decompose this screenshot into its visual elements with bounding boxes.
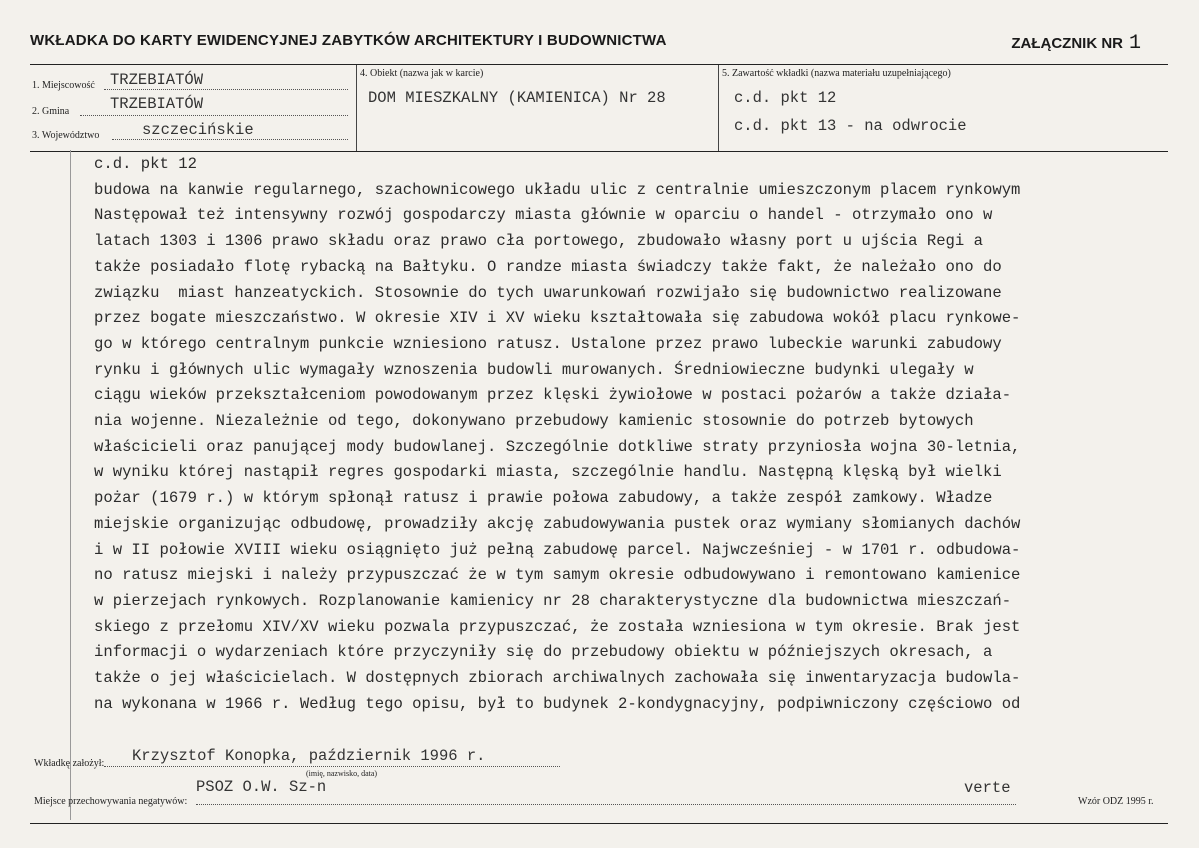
text-line: Następował też intensywny rozwój gospodarczy miasta głównie w oparciu o handel - otrzymało ono w [94,206,993,225]
text-line: pożar (1679 r.) w którym spłonął ratusz i prawie połowa zabudowy, a także zespół zamkowy. Władze [94,489,993,508]
text-line: w wyniku której nastąpił regres gospodarki miasta, szczególnie handlu. Następną klęską był wielki [94,463,1002,482]
dotted-line [104,766,560,767]
bottom-rule [30,823,1168,824]
text-line: informacji o wydarzeniach które przyczyniły się do przebudowy obiektu w późniejszych okresach, a [94,643,993,662]
text-line: właścicieli oraz panującej mody budowlanej. Szczególnie dotkliwe straty przyniosła wojna 30-letnia, [94,437,1021,456]
dotted-line [112,139,348,140]
dotted-line [104,89,348,90]
zawartosc-label: 5. Zawartość wkładki (nazwa materiału uzupełniającego) [722,68,951,79]
text-line: nia wojenne. Niezależnie od tego, dokonywano przebudowy kamienic stosownie do potrzeb bytowych [94,412,974,431]
author-label: Wkładkę założył: [34,758,105,769]
author-caption: (imię, nazwisko, data) [306,769,378,778]
wojewodztwo-value: szczecińskie [142,121,254,139]
document-title: WKŁADKA DO KARTY EWIDENCYJNEJ ZABYTKÓW ARCHITEKTURY I BUDOWNICTWA [30,32,667,49]
text-line: na wykonana w 1966 r. Według tego opisu, był to budynek 2-kondygnacyjny, podpiwniczony częściowo od [94,694,1021,713]
miejscowosc-value: TRZEBIATÓW [110,71,204,89]
body-text [94,152,1144,717]
text-line: także posiadało flotę rybacką na Bałtyku. O randze miasta świadczy także fakt, że należało ono do [94,257,1002,276]
form-id: Wzór ODZ 1995 r. [1078,796,1154,807]
text-line: go w którego centralnym punkcie wzniesiono ratusz. Ustalone przez prawo lubeckie warunki zabudowy [94,334,1002,353]
text-line: i w II połowie XVIII wieku osiągnięto już pełną zabudowę parcel. Najwcześniej - w 1701 r. odbudowa- [94,540,1021,559]
wojewodztwo-label: 3. Województwo [32,130,100,141]
gmina-value: TRZEBIATÓW [110,95,204,113]
text-line: no ratusz miejski i należy przypuszczać że w tym samym okresie odbudowywano i remontowano kamienice [94,566,1021,585]
zawartosc-line-2: c.d. pkt 13 - na odwrocie [734,117,967,135]
divider [356,65,357,151]
zawartosc-line-1: c.d. pkt 12 [734,89,837,107]
text-line: także o jej właścicielach. W dostępnych zbiorach archiwalnych zachowała się inwentaryzacja budowla- [94,669,1021,688]
obiekt-label: 4. Obiekt (nazwa jak w karcie) [360,68,484,79]
obiekt-value: DOM MIESZKALNY (KAMIENICA) Nr 28 [368,89,666,107]
dotted-line [80,115,348,116]
text-line: w pierzejach rynkowych. Rozplanowanie kamienicy nr 28 charakterystyczne dla budownictwa mieszczań- [94,591,1012,610]
divider [718,65,719,151]
text-line: związku miast hanzeatyckich. Stosownie do tych uwarunkowań rozwijało się budownictwo realizowane [94,283,1002,302]
storage-value: PSOZ O.W. Sz-n [196,778,327,796]
text-line: skiego z przełomu XIV/XV wieku pozwala przypuszczać, że została wzniesiona w tym okresie. Brak jest [94,617,1021,636]
header-fields-box [30,64,1168,152]
annex-label: ZAŁĄCZNIK NR [1011,35,1123,52]
author-value: Krzysztof Konopka, październik 1996 r. [132,747,486,765]
verte-note: verte [964,779,1011,797]
text-line: rynku i głównych ulic wymagały wznoszenia budowli murowanych. Średniowieczne budynki ulegały w [94,360,974,379]
annex-number [1011,32,1141,55]
annex-number-value: 1 [1128,32,1141,55]
text-line: c.d. pkt 12 [94,155,197,173]
gmina-label: 2. Gmina [32,106,70,117]
storage-label: Miejsce przechowywania negatywów: [34,796,188,807]
text-line: przez bogate mieszczaństwo. W okresie XIV i XV wieku kształtowała się zabudowa wokół placu rynkowe- [94,309,1021,328]
left-margin-rule [70,150,71,820]
text-line: miejskie organizując odbudowę, prowadziły akcję zabudowywania pustek oraz wymiany słomianych dachów [94,514,1021,533]
dotted-line [196,804,1016,805]
text-line: latach 1303 i 1306 prawo składu oraz prawo cła portowego, zbudowało własny port u ujścia Regi a [94,232,983,251]
text-line: ciągu wieków przekształceniom powodowanym przez klęski żywiołowe w postaci pożarów a także działa- [94,386,1012,405]
text-line: budowa na kanwie regularnego, szachownicowego układu ulic z centralnie umieszczonym placem rynkowym [94,180,1021,199]
miejscowosc-label: 1. Miejscowość [32,80,95,91]
